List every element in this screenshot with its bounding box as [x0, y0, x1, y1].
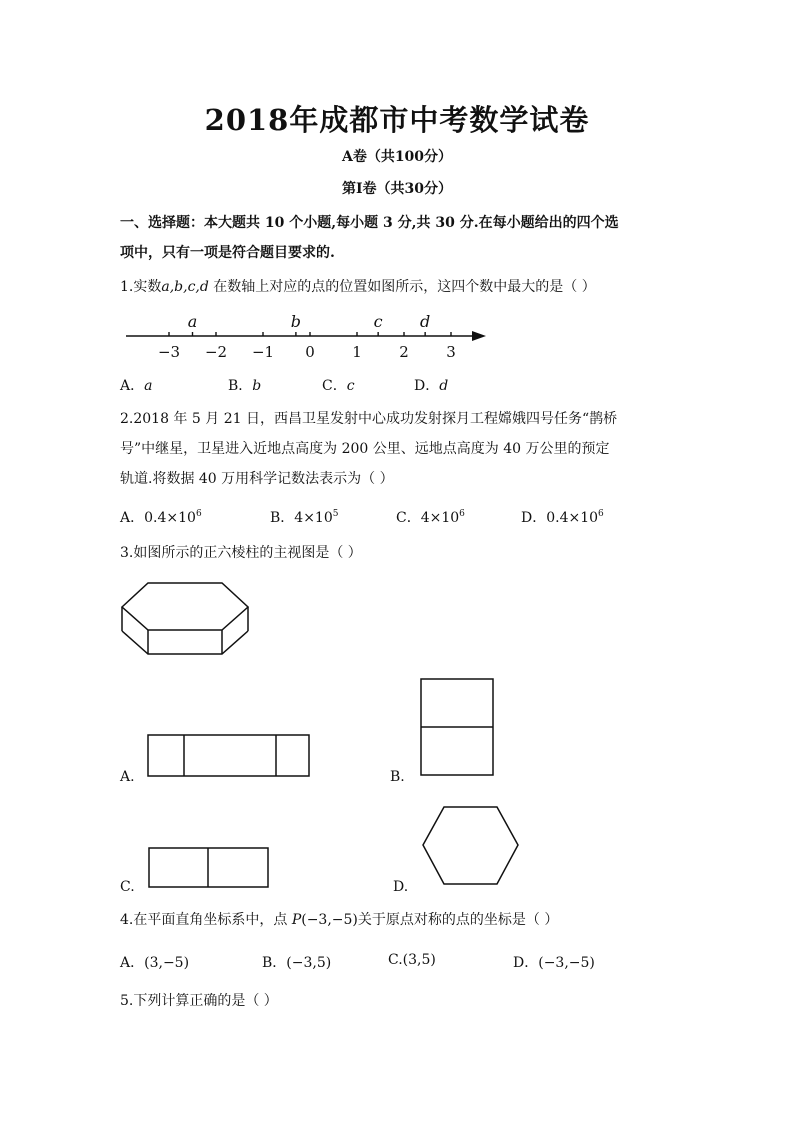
- number-line-point-label: b: [290, 312, 302, 331]
- q4-point: P: [291, 912, 302, 928]
- q2-line2: 号”中继星，卫星进入近地点高度为 200 公里、远地点高度为 40 万公里的预定: [120, 441, 610, 457]
- number-line-tick-label: 1: [352, 343, 362, 361]
- option-d-figure: [423, 807, 518, 884]
- q4-option-d[interactable]: D．(−3,−5): [513, 955, 595, 971]
- q1-vars: a,b,c,d: [161, 279, 209, 295]
- volume-a-heading: A卷（共100分）: [341, 149, 453, 165]
- page-title: 2018年成都市中考数学试卷: [204, 103, 590, 137]
- prism-top-face: [122, 583, 248, 630]
- number-line-tick-label: −2: [204, 343, 228, 361]
- q5-stem: 5.下列计算正确的是（ ）: [120, 993, 278, 1009]
- section1-heading-line1: 一、选择题：本大题共 10 个小题,每小题 3 分,共 30 分.在每小题给出的四个选: [120, 215, 619, 231]
- q4-option-a[interactable]: A．(3,−5): [120, 955, 190, 971]
- q3-option-a-label[interactable]: A.: [120, 769, 135, 785]
- number-line-tick-label: 3: [446, 343, 456, 361]
- q4-option-b[interactable]: B．(−3,5): [262, 955, 332, 971]
- number-line-tick-label: 0: [305, 343, 315, 361]
- q4-option-c[interactable]: C.(3,5): [388, 952, 436, 968]
- q3-option-d-label[interactable]: D.: [393, 879, 409, 895]
- number-line-point-label: c: [373, 312, 383, 331]
- q3-option-c-label[interactable]: C.: [120, 879, 135, 895]
- part-one-heading: 第Ⅰ卷（共30分）: [341, 181, 453, 197]
- q1-prefix: 1.实数: [120, 279, 162, 295]
- option-a-figure: [148, 735, 309, 776]
- prism-bottom-front: [122, 631, 248, 654]
- number-line-tick-label: −3: [157, 343, 181, 361]
- q2-option-a[interactable]: A．$0.4\times 10^6$: [120, 509, 202, 526]
- q2-line1: 2.2018 年 5 月 21 日，西昌卫星发射中心成功发射探月工程嫦娥四号任务“鹊桥: [120, 411, 618, 427]
- q4-coords: (−3,−5): [301, 912, 358, 928]
- number-line-arrow: [472, 331, 486, 341]
- number-line-tick-label: −1: [251, 343, 275, 361]
- q3-stem: 3.如图所示的正六棱柱的主视图是（ ）: [120, 545, 362, 561]
- option-b-figure: [421, 679, 493, 775]
- q4-stem: 4.在平面直角坐标系中，点 P(−3,−5)关于原点对称的点的坐标是（ ）: [120, 912, 559, 928]
- number-line-tick-label: 2: [399, 343, 409, 361]
- number-line: [126, 312, 486, 361]
- q1-option-b[interactable]: B．b: [228, 378, 262, 394]
- option-c-figure: [149, 848, 268, 887]
- number-line-point-label: d: [420, 312, 431, 331]
- section1-heading-line2: 项中，只有一项是符合题目要求的.: [120, 245, 335, 261]
- q1-option-a[interactable]: A．a: [120, 378, 153, 394]
- q3-option-b-label[interactable]: B.: [390, 769, 405, 785]
- q1-suffix: 在数轴上对应的点的位置如图所示，这四个数中最大的是（ ）: [208, 279, 596, 295]
- q2-option-c[interactable]: C．$4\times 10^6$: [396, 509, 465, 526]
- q2-line3: 轨道.将数据 40 万用科学记数法表示为（ ）: [120, 471, 394, 487]
- q2-option-d[interactable]: D．$0.4\times 10^6$: [521, 509, 604, 526]
- number-line-point-label: a: [187, 312, 198, 331]
- q1-option-d[interactable]: D．d: [414, 378, 449, 394]
- hexagonal-prism-figure: [122, 583, 248, 654]
- q1-option-c[interactable]: C．c: [322, 378, 355, 394]
- q2-option-b[interactable]: B．$4\times 10^5$: [270, 509, 339, 526]
